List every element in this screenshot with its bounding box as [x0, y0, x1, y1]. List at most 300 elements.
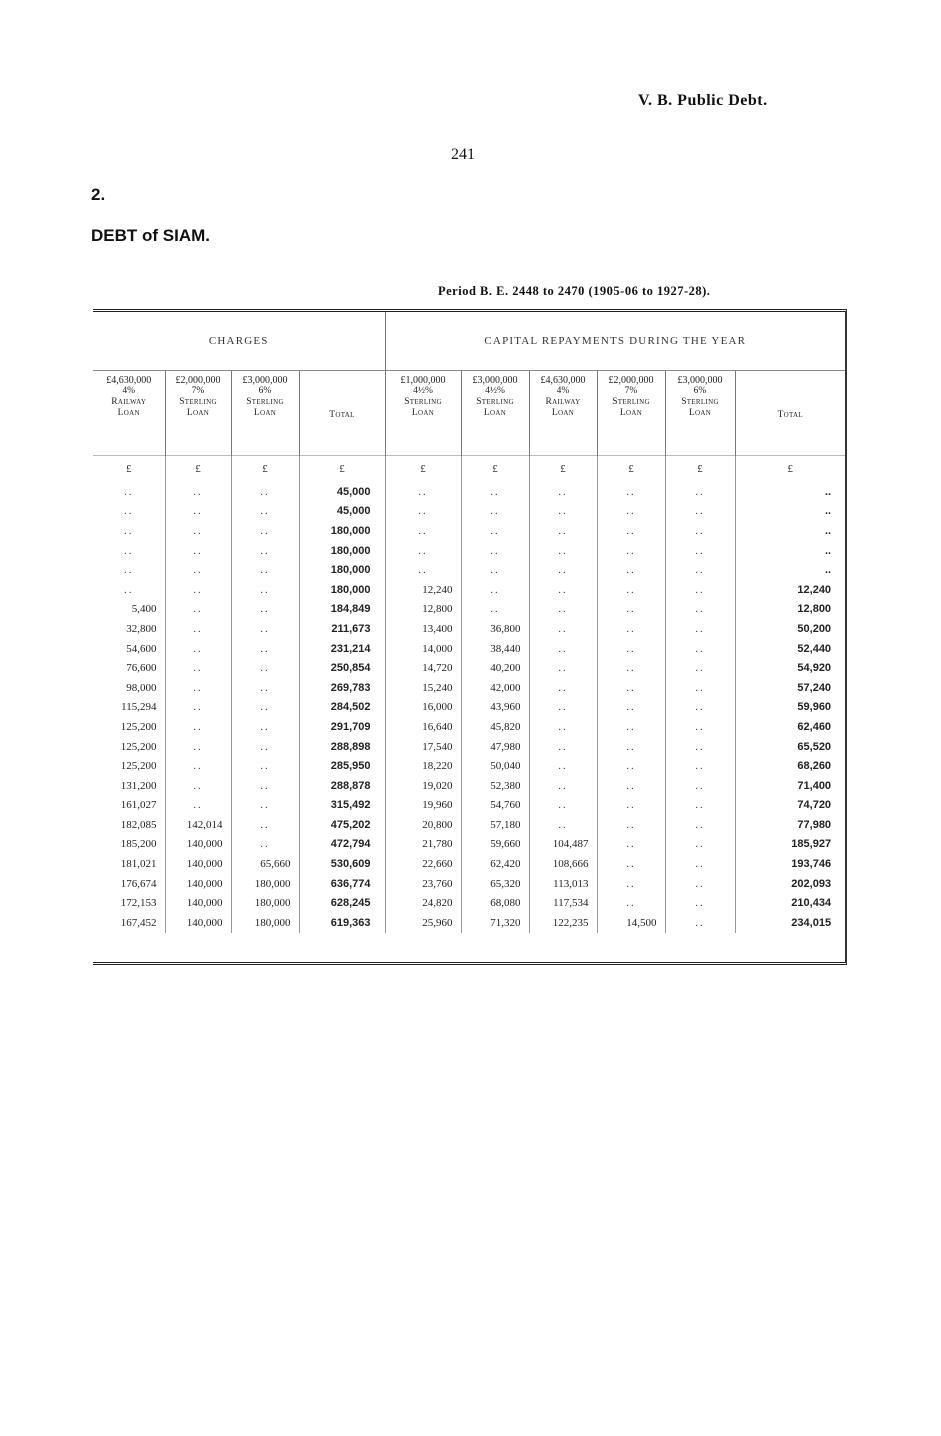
table-cell: 193,746 [735, 854, 845, 874]
table-cell: .. [385, 541, 461, 561]
table-cell: 5,400 [131, 603, 157, 616]
column-header-1 [165, 371, 231, 456]
table-cell: .. [529, 796, 597, 816]
table-cell: 40,200 [461, 658, 529, 678]
unit-row [93, 456, 845, 483]
table-cell: .. [597, 678, 665, 698]
table-cell: .. [665, 776, 735, 796]
table-cell: 54,760 [461, 796, 529, 816]
table-cell: .. [165, 796, 231, 816]
column-header-2 [231, 371, 299, 456]
table-cell: 628,245 [299, 893, 385, 913]
unit-cell: £ [385, 456, 461, 483]
table-cell: .. [665, 913, 735, 933]
column-amount: £4,630,000 [106, 375, 152, 386]
table-row [93, 854, 845, 874]
column-word: Loan [619, 408, 643, 418]
table-cell: 76,600 [126, 662, 157, 675]
table-cell: 180,000 [299, 521, 385, 541]
table-cell: .. [665, 560, 735, 580]
column-type: Sterling [476, 397, 514, 407]
table-cell: 184,849 [299, 600, 385, 620]
table-cell: .. [165, 560, 231, 580]
table-cell: 54,920 [735, 658, 845, 678]
table-cell: .. [665, 678, 735, 698]
table-cell: 32,800 [126, 622, 157, 635]
table-cell: 231,214 [299, 639, 385, 659]
table-row [93, 835, 845, 855]
table-cell: 68,260 [735, 756, 845, 776]
column-word: Loan [253, 408, 277, 418]
table-row [93, 776, 845, 796]
table-cell: .. [665, 893, 735, 913]
table-cell: 15,240 [385, 678, 461, 698]
table-cell: .. [665, 521, 735, 541]
table-cell: 185,200 [120, 838, 157, 851]
column-header-4 [385, 371, 461, 456]
table-cell: .. [165, 639, 231, 659]
column-type: Railway [111, 397, 147, 407]
table-cell: 182,085 [120, 818, 157, 831]
table-cell: 117,534 [529, 893, 597, 913]
table-cell: .. [231, 717, 299, 737]
table-cell: .. [665, 502, 735, 522]
table-cell: .. [665, 541, 735, 561]
column-amount: £2,000,000 [608, 375, 654, 386]
table-cell: .. [529, 756, 597, 776]
column-word: Loan [186, 408, 210, 418]
table-cell: 42,000 [461, 678, 529, 698]
table-cell: .. [529, 560, 597, 580]
table-cell: 47,980 [461, 737, 529, 757]
table-body [93, 482, 845, 933]
table-cell: 125,200 [120, 740, 157, 753]
table-cell: .. [665, 698, 735, 718]
table-cell: .. [231, 835, 299, 855]
table-cell: 52,380 [461, 776, 529, 796]
table-cell: .. [529, 600, 597, 620]
table-cell: 176,674 [120, 877, 157, 890]
table-cell: .. [597, 619, 665, 639]
table-cell: .. [735, 521, 845, 541]
unit-cell: £ [93, 456, 165, 483]
column-word: Loan [483, 408, 507, 418]
table-cell: 77,980 [735, 815, 845, 835]
table-cell: 180,000 [299, 580, 385, 600]
table-cell: 269,783 [299, 678, 385, 698]
table-cell: .. [529, 717, 597, 737]
table-cell: 619,363 [299, 913, 385, 933]
table-row [93, 874, 845, 894]
table-cell: .. [597, 658, 665, 678]
column-rate: 7% [191, 386, 205, 396]
table-cell: 210,434 [735, 893, 845, 913]
table-cell: 104,487 [529, 835, 597, 855]
table-cell: .. [597, 796, 665, 816]
table-cell: 65,520 [735, 737, 845, 757]
table-cell: .. [165, 619, 231, 639]
unit-cell: £ [597, 456, 665, 483]
table-row [93, 600, 845, 620]
table-cell: .. [597, 737, 665, 757]
column-header-9 [735, 371, 845, 456]
table-row [93, 893, 845, 913]
table-cell: .. [124, 485, 134, 498]
table-cell: .. [597, 541, 665, 561]
table-cell: 140,000 [165, 854, 231, 874]
table-cell: 180,000 [231, 874, 299, 894]
table-row [93, 796, 845, 816]
column-header-7 [597, 371, 665, 456]
table-cell: 24,820 [385, 893, 461, 913]
table-cell: .. [461, 560, 529, 580]
table-cell: 142,014 [165, 815, 231, 835]
table-cell: .. [461, 600, 529, 620]
running-header: V. B. Public Debt. [638, 92, 768, 109]
table-cell: 16,640 [385, 717, 461, 737]
table-cell: .. [165, 737, 231, 757]
table-cell: 17,540 [385, 737, 461, 757]
table-cell: 45,000 [299, 482, 385, 502]
table-cell: 12,800 [385, 600, 461, 620]
table-cell: .. [529, 521, 597, 541]
column-amount: £3,000,000 [677, 375, 723, 386]
table-cell: .. [597, 874, 665, 894]
table-cell: .. [231, 541, 299, 561]
table-cell: .. [597, 854, 665, 874]
table-cell: .. [597, 893, 665, 913]
table-cell: .. [597, 482, 665, 502]
table-cell: 125,200 [120, 720, 157, 733]
table-cell: .. [165, 776, 231, 796]
table-cell: 19,020 [385, 776, 461, 796]
table-cell: .. [529, 815, 597, 835]
column-amount: £3,000,000 [472, 375, 518, 386]
table-cell: .. [665, 619, 735, 639]
column-type: Sterling [681, 397, 719, 407]
table-cell: 140,000 [165, 893, 231, 913]
table-row [93, 580, 845, 600]
table-cell: 475,202 [299, 815, 385, 835]
table-cell: 57,240 [735, 678, 845, 698]
table-cell: 22,660 [385, 854, 461, 874]
table-row [93, 482, 845, 502]
column-header-row [93, 371, 845, 456]
table-cell: .. [385, 521, 461, 541]
column-rate: 4½% [413, 386, 433, 396]
column-word: Loan [117, 408, 140, 418]
table-cell: .. [529, 482, 597, 502]
column-total-label: Total [777, 409, 803, 420]
table-cell: .. [165, 502, 231, 522]
unit-cell: £ [165, 456, 231, 483]
table-cell: .. [231, 658, 299, 678]
column-amount: £2,000,000 [175, 375, 221, 386]
capital-repayments-group-header: CAPITAL REPAYMENTS DURING THE YEAR [385, 312, 845, 371]
table-cell: .. [231, 600, 299, 620]
table-cell: .. [597, 698, 665, 718]
table-cell: .. [231, 639, 299, 659]
table-cell: 115,294 [121, 701, 157, 714]
table-cell: .. [597, 815, 665, 835]
table-cell: .. [597, 580, 665, 600]
table-cell: 472,794 [299, 835, 385, 855]
table-cell: .. [529, 776, 597, 796]
table-cell: .. [231, 678, 299, 698]
table-cell: 12,240 [735, 580, 845, 600]
table-cell: .. [529, 639, 597, 659]
table-cell: 315,492 [299, 796, 385, 816]
table-cell: 113,013 [529, 874, 597, 894]
column-word: Loan [551, 408, 575, 418]
table-cell: .. [165, 541, 231, 561]
column-rate: 7% [624, 386, 638, 396]
table-cell: .. [231, 815, 299, 835]
table-cell: 12,800 [735, 600, 845, 620]
table-cell: .. [735, 502, 845, 522]
table-cell: .. [231, 756, 299, 776]
table-cell: .. [597, 502, 665, 522]
column-rate: 6% [693, 386, 707, 396]
table-cell: .. [529, 737, 597, 757]
column-rate: 4% [122, 386, 136, 396]
unit-cell: £ [665, 456, 735, 483]
table-cell: 161,027 [120, 799, 157, 812]
table-cell: .. [529, 541, 597, 561]
table-row [93, 502, 845, 522]
table-cell: .. [231, 776, 299, 796]
table-cell: 18,220 [385, 756, 461, 776]
table-cell: .. [665, 639, 735, 659]
table-cell: 59,660 [461, 835, 529, 855]
table-cell: 14,500 [597, 913, 665, 933]
table-row [93, 541, 845, 561]
table-cell: 288,898 [299, 737, 385, 757]
table-cell: 211,673 [299, 619, 385, 639]
table-row [93, 658, 845, 678]
column-type: Sterling [404, 397, 442, 407]
table-cell: 74,720 [735, 796, 845, 816]
table-cell: .. [665, 796, 735, 816]
table-cell: 181,021 [120, 858, 157, 871]
table-cell: .. [165, 717, 231, 737]
table-cell: .. [165, 756, 231, 776]
table-cell: .. [165, 658, 231, 678]
table-cell: .. [665, 658, 735, 678]
table-cell: .. [165, 698, 231, 718]
table-cell: 68,080 [461, 893, 529, 913]
table-cell: .. [529, 658, 597, 678]
table-cell: .. [231, 698, 299, 718]
table-cell: 54,600 [126, 642, 157, 655]
table-row [93, 756, 845, 776]
table-cell: .. [665, 874, 735, 894]
table-cell: 65,320 [461, 874, 529, 894]
table-cell: .. [385, 560, 461, 580]
table-cell: 98,000 [126, 681, 157, 694]
table-cell: 108,666 [529, 854, 597, 874]
table-cell: .. [597, 560, 665, 580]
table-row [93, 678, 845, 698]
table-cell: .. [665, 482, 735, 502]
table-cell: 57,180 [461, 815, 529, 835]
column-word: Loan [688, 408, 712, 418]
table-cell: 50,040 [461, 756, 529, 776]
table-cell: 122,235 [529, 913, 597, 933]
table-cell: .. [461, 502, 529, 522]
table-cell: .. [529, 502, 597, 522]
table-cell: 20,800 [385, 815, 461, 835]
table-cell: .. [231, 737, 299, 757]
table-row [93, 698, 845, 718]
table-cell: 636,774 [299, 874, 385, 894]
table-cell: .. [231, 619, 299, 639]
table-cell: 23,760 [385, 874, 461, 894]
table-cell: .. [385, 502, 461, 522]
table-cell: .. [665, 756, 735, 776]
table-row [93, 815, 845, 835]
table-cell: 25,960 [385, 913, 461, 933]
table-cell: 140,000 [165, 835, 231, 855]
column-header-8 [665, 371, 735, 456]
unit-cell: £ [529, 456, 597, 483]
table-cell: .. [529, 580, 597, 600]
table-cell: .. [665, 717, 735, 737]
table-cell: .. [665, 580, 735, 600]
table-cell: .. [124, 564, 134, 577]
table-cell: .. [665, 835, 735, 855]
table-cell: 62,420 [461, 854, 529, 874]
column-header-5 [461, 371, 529, 456]
column-header-0 [93, 371, 165, 456]
table-cell: .. [597, 835, 665, 855]
table-cell: .. [665, 854, 735, 874]
table-cell: 14,000 [385, 639, 461, 659]
table-cell: .. [124, 544, 134, 557]
column-rate: 6% [258, 386, 272, 396]
table-cell: .. [665, 815, 735, 835]
table-row [93, 913, 845, 933]
table-cell: .. [231, 796, 299, 816]
debt-table-container [93, 309, 847, 965]
table-cell: .. [597, 600, 665, 620]
table-cell: 52,440 [735, 639, 845, 659]
table-cell: 131,200 [120, 779, 157, 792]
table-cell: 291,709 [299, 717, 385, 737]
column-word: Loan [411, 408, 435, 418]
table-cell: .. [665, 600, 735, 620]
table-cell: .. [165, 580, 231, 600]
table-cell: .. [529, 678, 597, 698]
table-cell: 172,153 [120, 897, 157, 910]
table-cell: .. [597, 639, 665, 659]
unit-cell: £ [461, 456, 529, 483]
table-cell: 71,320 [461, 913, 529, 933]
table-cell: 62,460 [735, 717, 845, 737]
table-cell: 14,720 [385, 658, 461, 678]
column-total-label: Total [329, 409, 355, 420]
table-cell: 167,452 [120, 916, 157, 929]
table-cell: .. [529, 619, 597, 639]
table-cell: 250,854 [299, 658, 385, 678]
table-cell: .. [461, 580, 529, 600]
table-cell: 185,927 [735, 835, 845, 855]
table-row [93, 737, 845, 757]
table-cell: 288,878 [299, 776, 385, 796]
table-row [93, 717, 845, 737]
page-number: 241 [451, 146, 475, 163]
section-number: 2. [91, 185, 106, 204]
table-cell: 21,780 [385, 835, 461, 855]
debt-table [93, 312, 845, 933]
table-cell: 234,015 [735, 913, 845, 933]
period-line: Period B. E. 2448 to 2470 (1905-06 to 1927-28). [438, 284, 711, 298]
table-cell: 45,820 [461, 717, 529, 737]
table-cell: .. [665, 737, 735, 757]
table-cell: .. [124, 505, 134, 518]
table-cell: 140,000 [165, 874, 231, 894]
table-cell: .. [124, 524, 134, 537]
column-amount: £4,630,000 [540, 375, 586, 386]
table-cell: .. [597, 756, 665, 776]
table-cell: .. [165, 521, 231, 541]
table-cell: 71,400 [735, 776, 845, 796]
table-cell: .. [231, 580, 299, 600]
column-type: Railway [545, 397, 581, 407]
column-amount: £3,000,000 [242, 375, 288, 386]
column-rate: 4% [556, 386, 570, 396]
table-cell: 50,200 [735, 619, 845, 639]
table-cell: 284,502 [299, 698, 385, 718]
column-header-6 [529, 371, 597, 456]
table-cell: .. [597, 776, 665, 796]
table-cell: .. [735, 560, 845, 580]
table-cell: 43,960 [461, 698, 529, 718]
table-cell: 125,200 [120, 760, 157, 773]
table-cell: 530,609 [299, 854, 385, 874]
document-title: DEBT of SIAM. [91, 226, 210, 245]
table-cell: 65,660 [231, 854, 299, 874]
group-header-row [93, 312, 845, 371]
column-rate: 4½% [485, 386, 505, 396]
table-cell: 180,000 [231, 913, 299, 933]
table-cell: 13,400 [385, 619, 461, 639]
table-cell: 285,950 [299, 756, 385, 776]
column-amount: £1,000,000 [400, 375, 446, 386]
table-cell: .. [461, 482, 529, 502]
table-cell: 202,093 [735, 874, 845, 894]
table-cell: 180,000 [299, 560, 385, 580]
charges-group-header: CHARGES [208, 335, 269, 347]
table-cell: .. [735, 482, 845, 502]
table-cell: 12,240 [385, 580, 461, 600]
table-cell: 180,000 [231, 893, 299, 913]
table-cell: 140,000 [165, 913, 231, 933]
table-cell: .. [165, 482, 231, 502]
table-cell: .. [165, 600, 231, 620]
table-cell: .. [597, 521, 665, 541]
table-cell: 19,960 [385, 796, 461, 816]
table-row [93, 560, 845, 580]
table-cell: .. [231, 521, 299, 541]
table-cell: .. [231, 560, 299, 580]
table-row [93, 639, 845, 659]
table-cell: .. [165, 678, 231, 698]
table-cell: .. [735, 541, 845, 561]
column-type: Sterling [612, 397, 650, 407]
table-cell: 180,000 [299, 541, 385, 561]
unit-cell: £ [735, 456, 845, 483]
